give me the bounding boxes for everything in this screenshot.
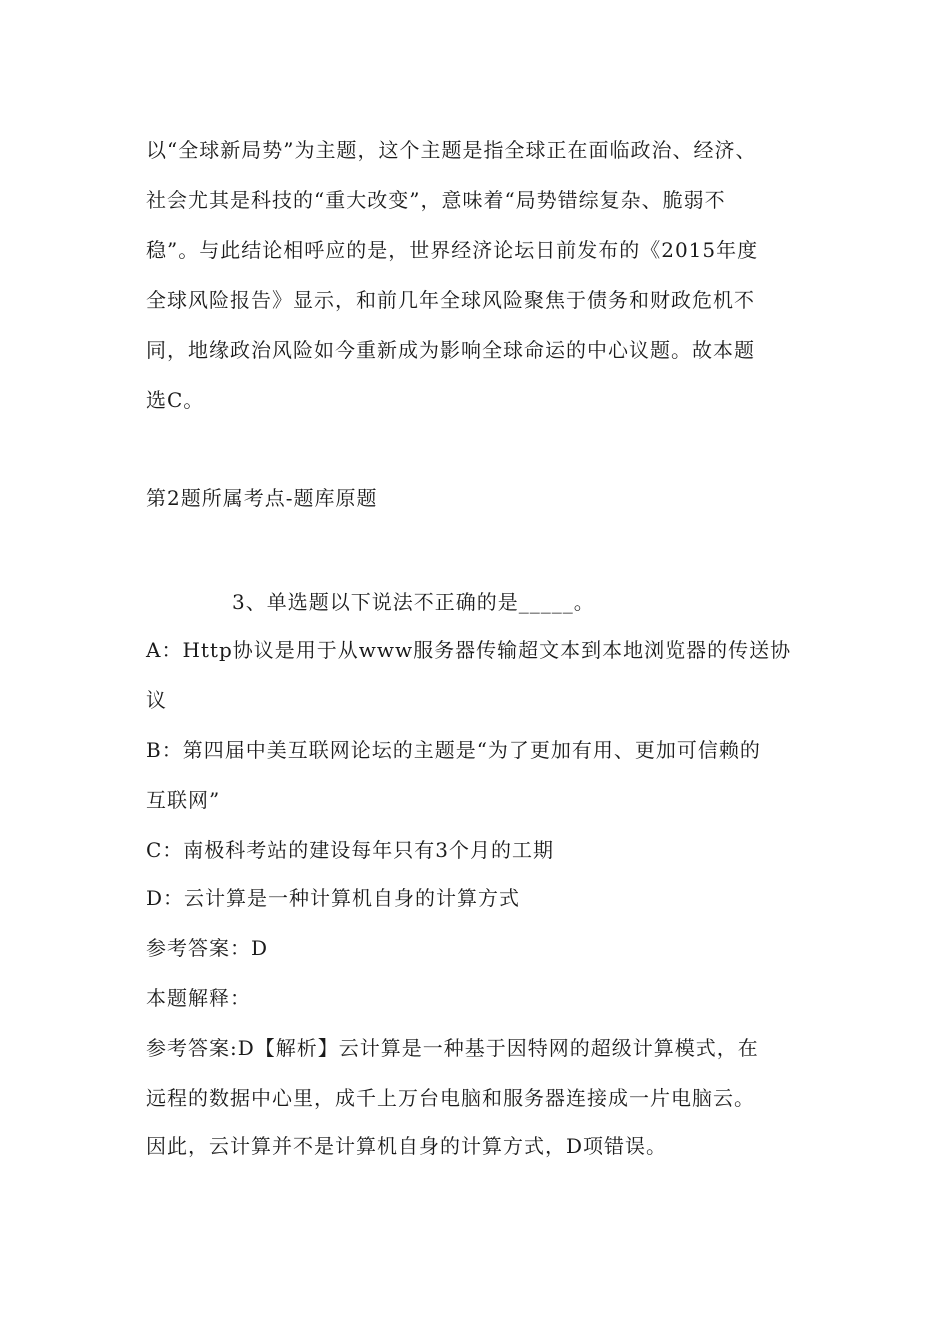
option-a-line: 议 xyxy=(146,688,167,712)
option-d: D：云计算是一种计算机自身的计算方式 xyxy=(146,886,521,910)
section-label: 第2题所属考点-题库原题 xyxy=(146,486,378,510)
option-c: C：南极科考站的建设每年只有3个月的工期 xyxy=(146,838,555,862)
explanation-line: 社会尤其是科技的“重大改变”，意味着“局势错综复杂、脆弱不 xyxy=(146,188,726,212)
option-b-line: B：第四届中美互联网论坛的主题是“为了更加有用、更加可信赖的 xyxy=(146,738,761,762)
explanation-line: 全球风险报告》显示，和前几年全球风险聚焦于债务和财政危机不 xyxy=(146,288,755,312)
explanation-line: 以“全球新局势”为主题，这个主题是指全球正在面临政治、经济、 xyxy=(146,138,757,162)
explanation-line: 选C。 xyxy=(146,388,205,412)
answer: 参考答案：D xyxy=(146,936,269,960)
explanation-line: 稳”。与此结论相呼应的是，世界经济论坛日前发布的《2015年度 xyxy=(146,238,759,262)
option-a-line: A：Http协议是用于从www服务器传输超文本到本地浏览器的传送协 xyxy=(146,638,792,662)
explanation-line: 因此，云计算并不是计算机自身的计算方式，D项错误。 xyxy=(146,1134,668,1158)
explanation-line: 远程的数据中心里，成千上万台电脑和服务器连接成一片电脑云。 xyxy=(146,1086,755,1110)
explanation-label: 本题解释： xyxy=(146,986,251,1010)
question-stem: 3、单选题以下说法不正确的是_____。 xyxy=(232,590,595,614)
explanation-line: 参考答案:D【解析】云计算是一种基于因特网的超级计算模式，在 xyxy=(146,1036,759,1060)
option-b-line: 互联网” xyxy=(146,788,221,812)
explanation-line: 同，地缘政治风险如今重新成为影响全球命运的中心议题。故本题 xyxy=(146,338,755,362)
